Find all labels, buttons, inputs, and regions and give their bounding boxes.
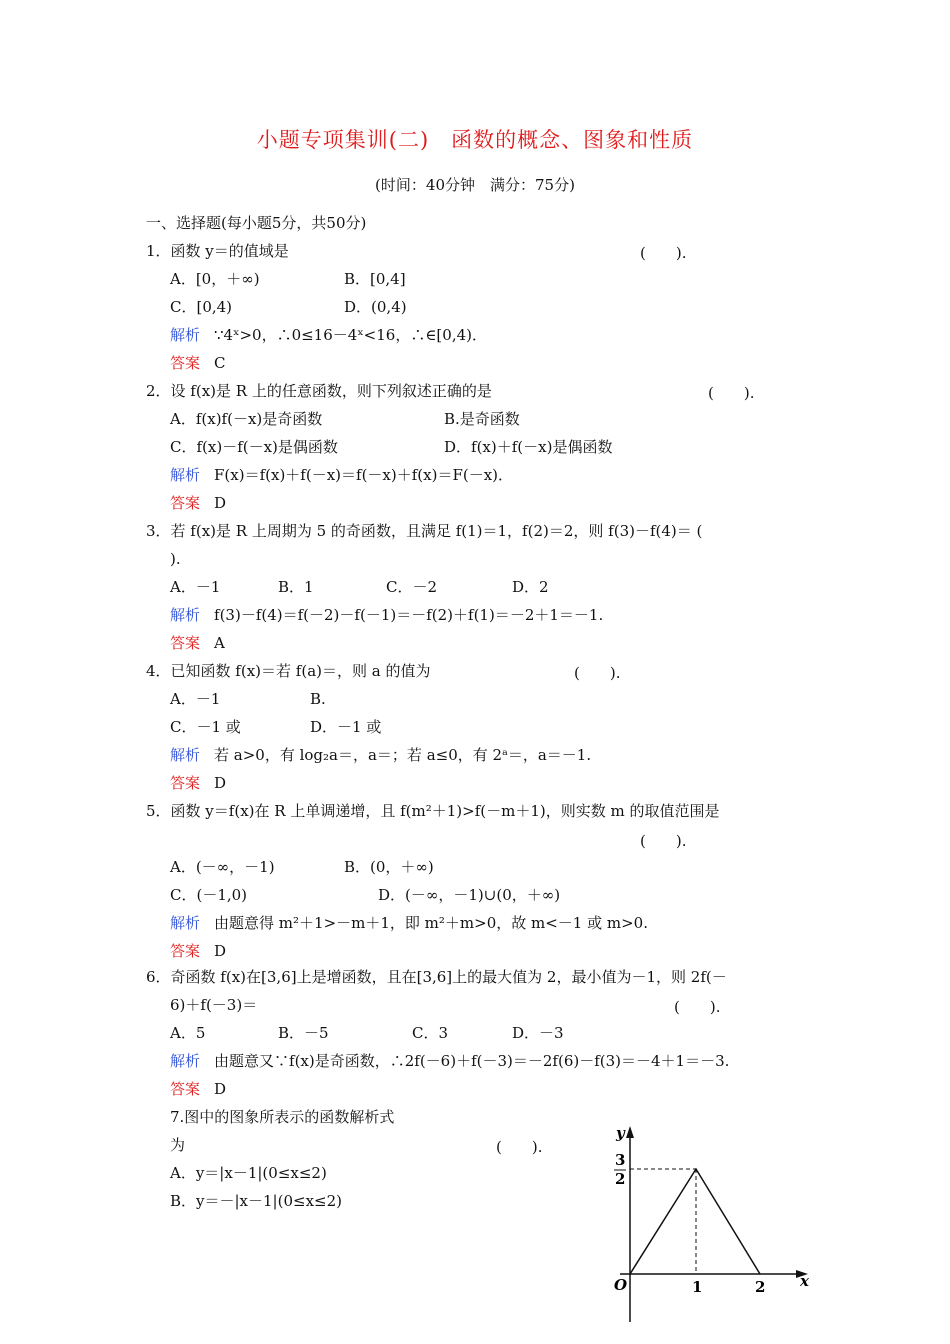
q6-analysis — [170, 1052, 729, 1070]
tick-label-1: 1 — [692, 1278, 703, 1296]
analysis-label: 解析 — [170, 606, 201, 624]
q4-answer-value: D — [214, 774, 227, 792]
q2-analysis — [170, 466, 513, 484]
q5-analysis-text: 由题意得 m²＋1>－m＋1，即 m²＋m>0，故 m<－1 或 m>0. — [214, 914, 648, 932]
q4-option-b: B. — [310, 690, 326, 708]
q3-option-b: B．1 — [278, 578, 314, 596]
q6-stem: 6．奇函数 f(x)在[3,6]上是增函数，且在[3,6]上的最大值为 2，最小值为－1，则 2f(－ — [146, 968, 727, 986]
q7-stem-cont: 为 — [170, 1136, 186, 1154]
q6-option-a: A．5 — [170, 1024, 206, 1042]
q3-option-d: D．2 — [512, 578, 549, 596]
q4-answer-blank: ( ). — [574, 664, 621, 682]
x-axis-label: x — [800, 1272, 809, 1290]
q2-option-b: B.是奇函数 — [444, 410, 520, 428]
q1-option-a: A．[0，＋∞) — [170, 270, 260, 288]
q4-option-a: A．－1 — [170, 690, 221, 708]
q6-answer-value: D — [214, 1080, 227, 1098]
q1-analysis-text: ∵4ˣ>0，∴0≤16－4ˣ<16，∴∈[0,4)． — [214, 326, 487, 344]
q5-option-a: A．(－∞，－1) — [170, 858, 275, 876]
q7-function-graph — [588, 1118, 828, 1330]
q1-option-d: D．(0,4) — [344, 298, 407, 316]
page-title: 小题专项集训(二) 函数的概念、图象和性质 — [256, 128, 694, 152]
q7-stem: 7.图中的图象所表示的函数解析式 — [170, 1108, 395, 1126]
answer-label: 答案 — [170, 1080, 201, 1098]
exam-info: (时间：40分钟 满分：75分) — [375, 176, 575, 194]
q2-option-c: C．f(x)－f(－x)是偶函数 — [170, 438, 338, 456]
function-line — [630, 1169, 760, 1274]
analysis-label: 解析 — [170, 746, 201, 764]
q1-analysis — [170, 326, 487, 344]
q5-answer — [170, 942, 226, 960]
q6-option-d: D．－3 — [512, 1024, 564, 1042]
q3-answer — [170, 634, 225, 652]
analysis-label: 解析 — [170, 1052, 201, 1070]
q4-analysis — [170, 746, 591, 764]
q4-stem: 4．已知函数 f(x)＝若 f(a)＝，则 a 的值为 — [146, 662, 431, 680]
q5-option-c: C．(－1,0) — [170, 886, 248, 904]
q2-answer-value: D — [214, 494, 227, 512]
analysis-label: 解析 — [170, 326, 201, 344]
q2-answer-blank: ( ). — [708, 384, 755, 402]
q3-analysis-text: f(3)－f(4)＝f(－2)－f(－1)＝－f(2)＋f(1)＝－2＋1＝－1. — [214, 606, 604, 624]
q5-answer-blank: ( ). — [640, 832, 687, 850]
y-axis-arrow — [626, 1126, 634, 1138]
q3-stem: 3．若 f(x)是 R 上周期为 5 的奇函数，且满足 f(1)＝1，f(2)＝2，则 f(3)－f(4)＝ ( — [146, 522, 703, 540]
q6-stem-cont: 6)＋f(－3)＝ — [170, 996, 258, 1014]
answer-label: 答案 — [170, 634, 201, 652]
q3-analysis — [170, 606, 603, 624]
q5-option-b: B．(0，＋∞) — [344, 858, 434, 876]
q6-option-b: B．－5 — [278, 1024, 329, 1042]
q7-option-b: B．y＝－|x－1|(0≤x≤2) — [170, 1192, 342, 1210]
answer-label: 答案 — [170, 494, 201, 512]
tick-label-2: 2 — [755, 1278, 766, 1296]
q7-option-a: A．y＝|x－1|(0≤x≤2) — [170, 1164, 327, 1182]
q3-option-c: C．－2 — [386, 578, 438, 596]
q4-answer — [170, 774, 226, 792]
q5-analysis — [170, 914, 648, 932]
section-heading: 一、选择题(每小题5分，共50分) — [146, 214, 367, 232]
q2-stem: 2．设 f(x)是 R 上的任意函数，则下列叙述正确的是 — [146, 382, 492, 400]
q6-option-c: C．3 — [412, 1024, 449, 1042]
q5-stem: 5．函数 y＝f(x)在 R 上单调递增，且 f(m²＋1)>f(－m＋1)，则实数 m 的取值范围是 — [146, 802, 720, 820]
origin-label: O — [614, 1276, 628, 1294]
q4-option-c: C．－1 或 — [170, 718, 241, 736]
q1-answer-value: C — [214, 354, 226, 372]
q3-answer-value: A — [214, 634, 225, 652]
answer-label: 答案 — [170, 354, 201, 372]
q1-option-c: C．[0,4) — [170, 298, 233, 316]
fraction-numerator: 3 — [615, 1151, 626, 1169]
y-axis-label: y — [616, 1124, 625, 1142]
q2-analysis-text: F(x)＝f(x)＋f(－x)＝f(－x)＋f(x)＝F(－x)． — [214, 466, 514, 484]
fraction-denominator: 2 — [615, 1170, 626, 1188]
q3-option-a: A．－1 — [170, 578, 221, 596]
q7-answer-blank: ( ). — [496, 1138, 543, 1156]
q5-answer-value: D — [214, 942, 227, 960]
q4-option-d: D．－1 或 — [310, 718, 382, 736]
q1-answer — [170, 354, 226, 372]
q6-analysis-text: 由题意又∵f(x)是奇函数，∴2f(－6)＋f(－3)＝－2f(6)－f(3)＝－4＋1＝－3. — [214, 1052, 730, 1070]
q6-answer — [170, 1080, 226, 1098]
q2-option-d: D．f(x)＋f(－x)是偶函数 — [444, 438, 613, 456]
analysis-label: 解析 — [170, 466, 201, 484]
q3-stem-cont: ). — [170, 550, 181, 568]
q4-analysis-text: 若 a>0，有 log₂a＝，a＝；若 a≤0，有 2ᵃ＝，a＝－1. — [214, 746, 592, 764]
analysis-label: 解析 — [170, 914, 201, 932]
q2-option-a: A．f(x)f(－x)是奇函数 — [170, 410, 323, 428]
q1-stem: 1．函数 y＝的值域是 — [146, 242, 289, 260]
answer-label: 答案 — [170, 774, 201, 792]
q2-answer — [170, 494, 226, 512]
answer-label: 答案 — [170, 942, 201, 960]
q5-option-d: D．(－∞，－1)∪(0，＋∞) — [378, 886, 561, 904]
q1-option-b: B．[0,4] — [344, 270, 406, 288]
q1-answer-blank: ( ). — [640, 244, 687, 262]
q6-answer-blank: ( ). — [674, 998, 721, 1016]
